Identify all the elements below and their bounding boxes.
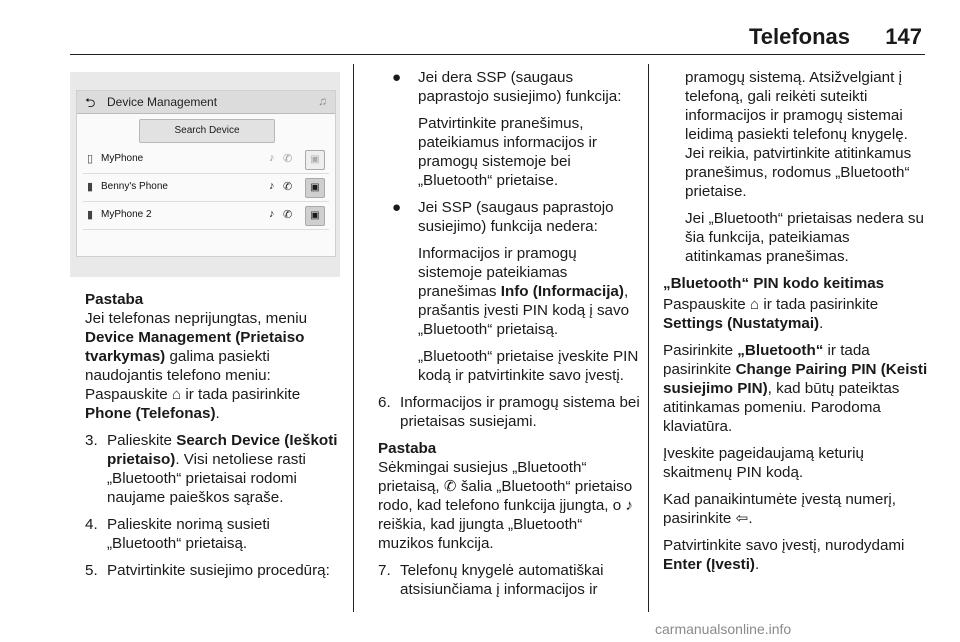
bluetooth-music-icon: ♪ <box>269 152 275 164</box>
music-function-icon: ♪ <box>625 497 633 514</box>
device-management-figure <box>70 72 340 277</box>
section-heading: „Bluetooth“ PIN kodo keitimas <box>663 275 885 292</box>
handset-icon: ✆ <box>283 181 293 193</box>
not-supported-text: Jei „Bluetooth“ prietaisas nedera su šia funkcija, pateikiamas atitinkamas pranešimas. <box>685 210 924 265</box>
device-row <box>83 175 329 202</box>
step-3: 3. Palieskite Search Device (Ieškoti prietaiso). Visi netoliese rasti „Bluetooth“ prietaisai rodomi naujame paieškos sąraše. <box>85 432 338 506</box>
music-note-icon: ♫ <box>318 94 327 108</box>
ssp-options-list <box>378 198 640 236</box>
device-row <box>83 203 329 230</box>
column-middle <box>378 68 640 607</box>
instruction-text: Patvirtinkite savo įvestį, nurodydami Enter (Įvesti). <box>663 537 905 573</box>
delete-icon: ▣ <box>305 178 325 198</box>
delete-icon: ▣ <box>305 150 325 170</box>
page-number: 147 <box>885 24 922 49</box>
bullet-ssp-supported: ● Jei dera SSP (saugaus paprastojo susiejimo) funkcija: <box>392 69 622 105</box>
backspace-icon: ⇦ <box>735 510 749 527</box>
header-rule <box>70 54 925 55</box>
phonebook-text: pramogų sistemą. Atsižvelgiant į telefoną, gali reikėti suteikti informacijos ir pramogų sistemai leidimą pasiekti telefonų knygelę. Jei reikia, patvirtinkite atitinkamus pranešimus, rodomus „Bluetooth“ prietaise. <box>685 69 912 200</box>
screen-title-bar <box>77 91 335 114</box>
column-right <box>663 68 928 582</box>
home-icon: ⌂ <box>749 296 760 313</box>
ssp-options-list <box>378 68 640 106</box>
step-7: 7. Telefonų knygelė automatiškai atsisiunčiama į informacijos ir <box>378 562 604 598</box>
instruction-text: Įveskite pageidaujamą keturių skaitmenų PIN kodą. <box>663 445 864 481</box>
device-row <box>83 147 329 174</box>
phone-function-icon: ✆ <box>443 478 457 495</box>
note-heading: Pastaba <box>85 291 144 308</box>
note-text: Sėkmingai susiejus „Bluetooth“ prietaisą, ✆ šalia „Bluetooth“ prietaiso rodo, kad telefono funkcija įjungta, o ♪ reiškia, kad įjungta „Bluetooth“ muzikos funkcija. <box>378 459 633 552</box>
phone-icon: ▮ <box>87 209 94 221</box>
search-device-button: Search Device <box>139 119 275 143</box>
column-divider <box>353 64 354 612</box>
instruction-text: Paspauskite ⌂ ir tada pasirinkite Settings (Nustatymai). <box>663 296 879 332</box>
device-name: Benny's Phone <box>101 181 168 192</box>
phone-icon: ▮ <box>87 181 94 193</box>
bluetooth-music-icon: ♪ <box>269 180 275 192</box>
device-name: MyPhone <box>101 153 144 164</box>
step-6: 6. Informacijos ir pramogų sistema bei prietaisas susiejami. <box>378 394 640 430</box>
watermark: carmanualsonline.info <box>655 621 792 637</box>
home-icon: ⌂ <box>171 386 182 403</box>
phone-icon: ▯ <box>87 153 94 165</box>
step-5: 5. Patvirtinkite susiejimo procedūrą: <box>85 562 330 579</box>
handset-icon: ✆ <box>283 209 293 221</box>
delete-icon: ▣ <box>305 206 325 226</box>
note-heading: Pastaba <box>378 440 437 457</box>
back-arrow-icon: ⮌ <box>85 95 96 110</box>
page-header <box>0 0 960 58</box>
chapter-title: Telefonas <box>748 24 850 49</box>
bullet-ssp-not-supported: ● Jei SSP (saugaus paprastojo susiejimo) funkcija nedera: <box>392 199 614 235</box>
bluetooth-music-icon: ♪ <box>269 208 275 220</box>
enter-pin-text: „Bluetooth“ prietaise įveskite PIN kodą ir patvirtinkite savo įvestį. <box>418 348 639 384</box>
infotainment-screen <box>76 90 336 257</box>
ssp-not-supported-text: Informacijos ir pramogų sistemoje pateikiamas pranešimas Info (Informacija), prašantis įvesti PIN kodą į savo „Bluetooth“ prietaisą. <box>418 245 630 338</box>
column-left <box>85 290 343 588</box>
screen-title: Device Management <box>107 95 218 109</box>
column-divider <box>648 64 649 612</box>
step-4: 4. Palieskite norimą susieti „Bluetooth“ prietaisą. <box>85 516 270 552</box>
instruction-text: Pasirinkite „Bluetooth“ ir tada pasirinkite Change Pairing PIN (Keisti susiejimo PIN), kad būtų pateiktas atitinkamas pomeniu. Parodoma klaviatūra. <box>663 342 928 435</box>
instruction-text: Kad panaikintumėte įvestą numerį, pasirinkite ⇦. <box>663 491 897 527</box>
device-name: MyPhone 2 <box>101 209 152 220</box>
ssp-supported-text: Patvirtinkite pranešimus, pateikiamus informacijos ir pramogų sistemoje bei „Bluetooth“ prietaise. <box>418 115 597 189</box>
handset-icon: ✆ <box>283 153 293 165</box>
note-text: Jei telefonas neprijungtas, meniu Device Management (Prietaiso tvarkymas) galima pasiekti naudojantis telefono meniu: Paspauskite ⌂ ir tada pasirinkite Phone (Telefonas). <box>85 310 308 422</box>
